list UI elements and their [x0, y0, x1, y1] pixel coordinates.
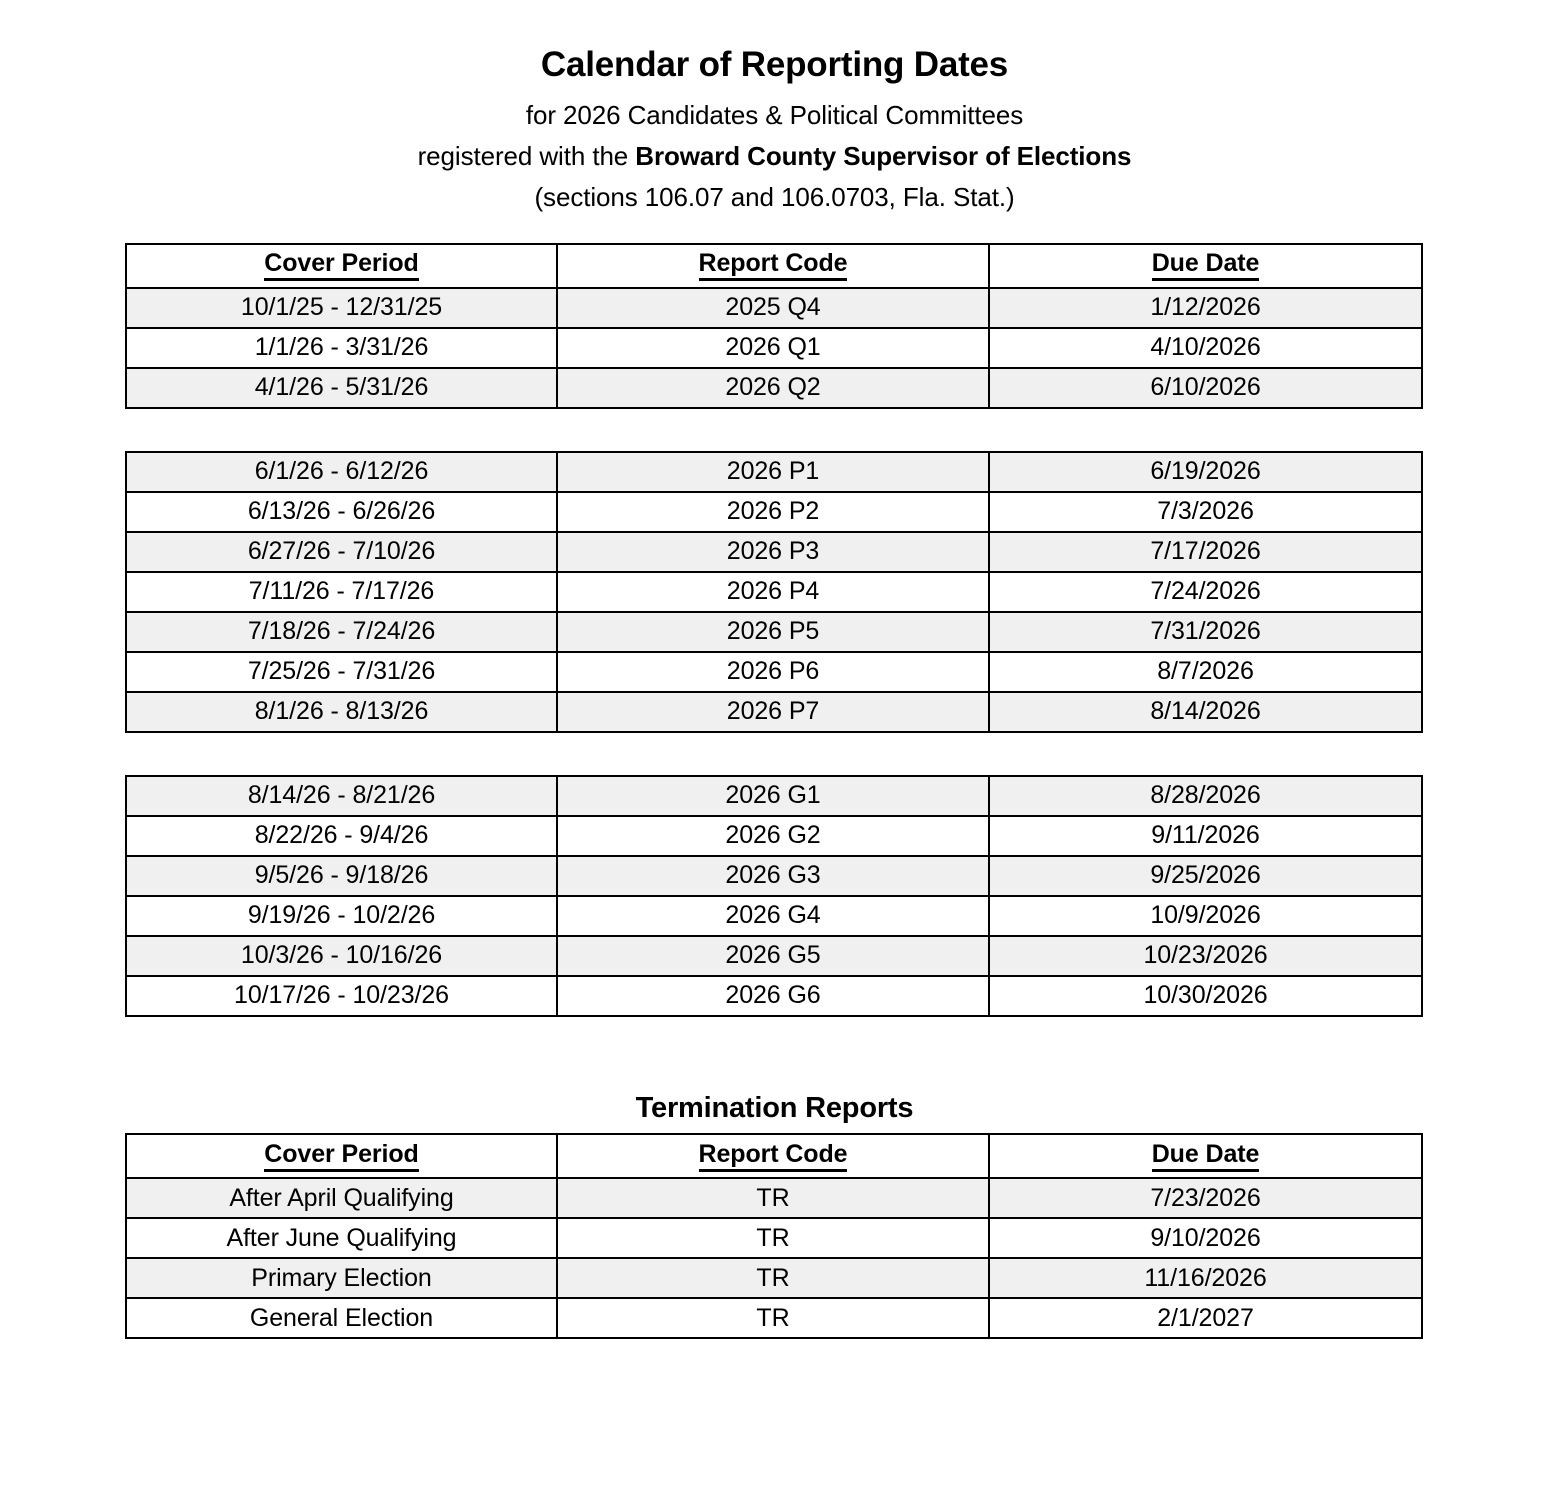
general-cell-report-code: 2026 G6 [557, 976, 989, 1016]
primary-reports-table [125, 451, 1423, 733]
termination-cell-cover-period: After June Qualifying [126, 1218, 557, 1258]
primary-cell-cover-period: 6/27/26 - 7/10/26 [126, 532, 557, 572]
table-row [126, 652, 1422, 692]
termination-cell-report-code: TR [557, 1218, 989, 1258]
primary-cell-due-date: 7/31/2026 [989, 612, 1422, 652]
general-reports-table-wrap [125, 775, 1421, 1017]
quarterly-cell-due-date: 6/10/2026 [989, 368, 1422, 408]
primary-cell-report-code: 2026 P7 [557, 692, 989, 732]
primary-cell-due-date: 7/3/2026 [989, 492, 1422, 532]
table-row [126, 856, 1422, 896]
termination-reports-table-wrap [125, 1133, 1421, 1339]
general-cell-cover-period: 9/5/26 - 9/18/26 [126, 856, 557, 896]
quarterly-reports-body [126, 288, 1422, 408]
quarterly-reports-table [125, 243, 1423, 409]
primary-reports-body [126, 452, 1422, 732]
general-cell-cover-period: 10/3/26 - 10/16/26 [126, 936, 557, 976]
primary-cell-report-code: 2026 P3 [557, 532, 989, 572]
general-cell-due-date: 9/25/2026 [989, 856, 1422, 896]
table-row [126, 1218, 1422, 1258]
termination-cell-due-date: 11/16/2026 [989, 1258, 1422, 1298]
table-row [126, 896, 1422, 936]
primary-cell-report-code: 2026 P4 [557, 572, 989, 612]
page-title: Calendar of Reporting Dates [540, 45, 1009, 84]
general-cell-cover-period: 10/17/26 - 10/23/26 [126, 976, 557, 1016]
document-header [0, 0, 1549, 219]
primary-cell-report-code: 2026 P6 [557, 652, 989, 692]
termination-table-head [126, 1134, 1422, 1178]
column-header-cover-period-label: Cover Period [264, 250, 418, 282]
general-cell-due-date: 10/23/2026 [989, 936, 1422, 976]
table-row [126, 612, 1422, 652]
termination-column-header-cover-period [126, 1134, 557, 1178]
block-spacer-2 [0, 733, 1549, 775]
primary-reports-table-wrap [125, 451, 1421, 733]
general-cell-due-date: 10/30/2026 [989, 976, 1422, 1016]
table-row [126, 776, 1422, 816]
termination-cell-report-code: TR [557, 1178, 989, 1218]
general-reports-body [126, 776, 1422, 1016]
subtitle-line-1: for 2026 Candidates & Political Committees [525, 100, 1024, 131]
termination-table-header-row [126, 1134, 1422, 1178]
termination-cell-due-date: 2/1/2027 [989, 1298, 1422, 1338]
primary-cell-due-date: 6/19/2026 [989, 452, 1422, 492]
primary-cell-cover-period: 6/13/26 - 6/26/26 [126, 492, 557, 532]
column-header-report-code-label: Report Code [699, 250, 848, 282]
table-row [126, 368, 1422, 408]
table-row [126, 936, 1422, 976]
quarterly-cell-report-code: 2026 Q1 [557, 328, 989, 368]
termination-cell-due-date: 7/23/2026 [989, 1178, 1422, 1218]
table-row [126, 1258, 1422, 1298]
primary-cell-report-code: 2026 P2 [557, 492, 989, 532]
table-row [126, 692, 1422, 732]
termination-column-header-due-date-label: Due Date [1152, 1141, 1260, 1173]
termination-cell-due-date: 9/10/2026 [989, 1218, 1422, 1258]
quarterly-cell-report-code: 2026 Q2 [557, 368, 989, 408]
primary-cell-cover-period: 7/11/26 - 7/17/26 [126, 572, 557, 612]
primary-cell-report-code: 2026 P5 [557, 612, 989, 652]
termination-reports-table [125, 1133, 1423, 1339]
general-cell-cover-period: 8/14/26 - 8/21/26 [126, 776, 557, 816]
table-row [126, 572, 1422, 612]
termination-column-header-cover-period-label: Cover Period [264, 1141, 418, 1173]
quarterly-cell-due-date: 1/12/2026 [989, 288, 1422, 328]
block-spacer-1 [0, 409, 1549, 451]
primary-cell-due-date: 8/14/2026 [989, 692, 1422, 732]
termination-column-header-report-code-label: Report Code [699, 1141, 848, 1173]
subtitle-line-3: (sections 106.07 and 106.0703, Fla. Stat.) [534, 182, 1015, 213]
table-row [126, 1178, 1422, 1218]
termination-reports-body [126, 1178, 1422, 1338]
column-header-due-date [989, 244, 1422, 288]
quarterly-cell-due-date: 4/10/2026 [989, 328, 1422, 368]
general-cell-report-code: 2026 G5 [557, 936, 989, 976]
quarterly-cell-cover-period: 10/1/25 - 12/31/25 [126, 288, 557, 328]
general-cell-cover-period: 9/19/26 - 10/2/26 [126, 896, 557, 936]
primary-cell-cover-period: 7/18/26 - 7/24/26 [126, 612, 557, 652]
termination-cell-cover-period: General Election [126, 1298, 557, 1338]
table-row [126, 816, 1422, 856]
primary-cell-report-code: 2026 P1 [557, 452, 989, 492]
quarterly-reports-table-wrap [125, 243, 1421, 409]
quarterly-cell-cover-period: 4/1/26 - 5/31/26 [126, 368, 557, 408]
termination-cell-report-code: TR [557, 1258, 989, 1298]
general-cell-report-code: 2026 G1 [557, 776, 989, 816]
general-cell-report-code: 2026 G3 [557, 856, 989, 896]
general-reports-table [125, 775, 1423, 1017]
table-row [126, 532, 1422, 572]
general-cell-report-code: 2026 G4 [557, 896, 989, 936]
primary-cell-cover-period: 7/25/26 - 7/31/26 [126, 652, 557, 692]
termination-column-header-due-date [989, 1134, 1422, 1178]
quarterly-cell-report-code: 2025 Q4 [557, 288, 989, 328]
primary-cell-due-date: 7/24/2026 [989, 572, 1422, 612]
general-cell-due-date: 10/9/2026 [989, 896, 1422, 936]
subtitle-prefix: registered with the [417, 141, 636, 172]
termination-cell-cover-period: After April Qualifying [126, 1178, 557, 1218]
termination-cell-cover-period: Primary Election [126, 1258, 557, 1298]
table-header-row [126, 244, 1422, 288]
table-row [126, 1298, 1422, 1338]
table-row [126, 492, 1422, 532]
table-row [126, 288, 1422, 328]
quarterly-cell-cover-period: 1/1/26 - 3/31/26 [126, 328, 557, 368]
general-cell-cover-period: 8/22/26 - 9/4/26 [126, 816, 557, 856]
termination-cell-report-code: TR [557, 1298, 989, 1338]
general-cell-due-date: 8/28/2026 [989, 776, 1422, 816]
pre-termination-spacer [0, 1017, 1549, 1093]
column-header-cover-period [126, 244, 557, 288]
column-header-due-date-label: Due Date [1152, 250, 1260, 282]
primary-cell-due-date: 8/7/2026 [989, 652, 1422, 692]
supervisor-of-elections-name: Broward County Supervisor of Elections [635, 141, 1132, 172]
table-row [126, 328, 1422, 368]
subtitle-line-2 [0, 136, 1549, 177]
general-cell-report-code: 2026 G2 [557, 816, 989, 856]
primary-cell-cover-period: 8/1/26 - 8/13/26 [126, 692, 557, 732]
termination-reports-heading: Termination Reports [635, 1091, 914, 1124]
primary-cell-cover-period: 6/1/26 - 6/12/26 [126, 452, 557, 492]
table-row [126, 976, 1422, 1016]
general-cell-due-date: 9/11/2026 [989, 816, 1422, 856]
table-head [126, 244, 1422, 288]
termination-column-header-report-code [557, 1134, 989, 1178]
column-header-report-code [557, 244, 989, 288]
primary-cell-due-date: 7/17/2026 [989, 532, 1422, 572]
table-row [126, 452, 1422, 492]
termination-title-spacer [0, 1124, 1549, 1133]
